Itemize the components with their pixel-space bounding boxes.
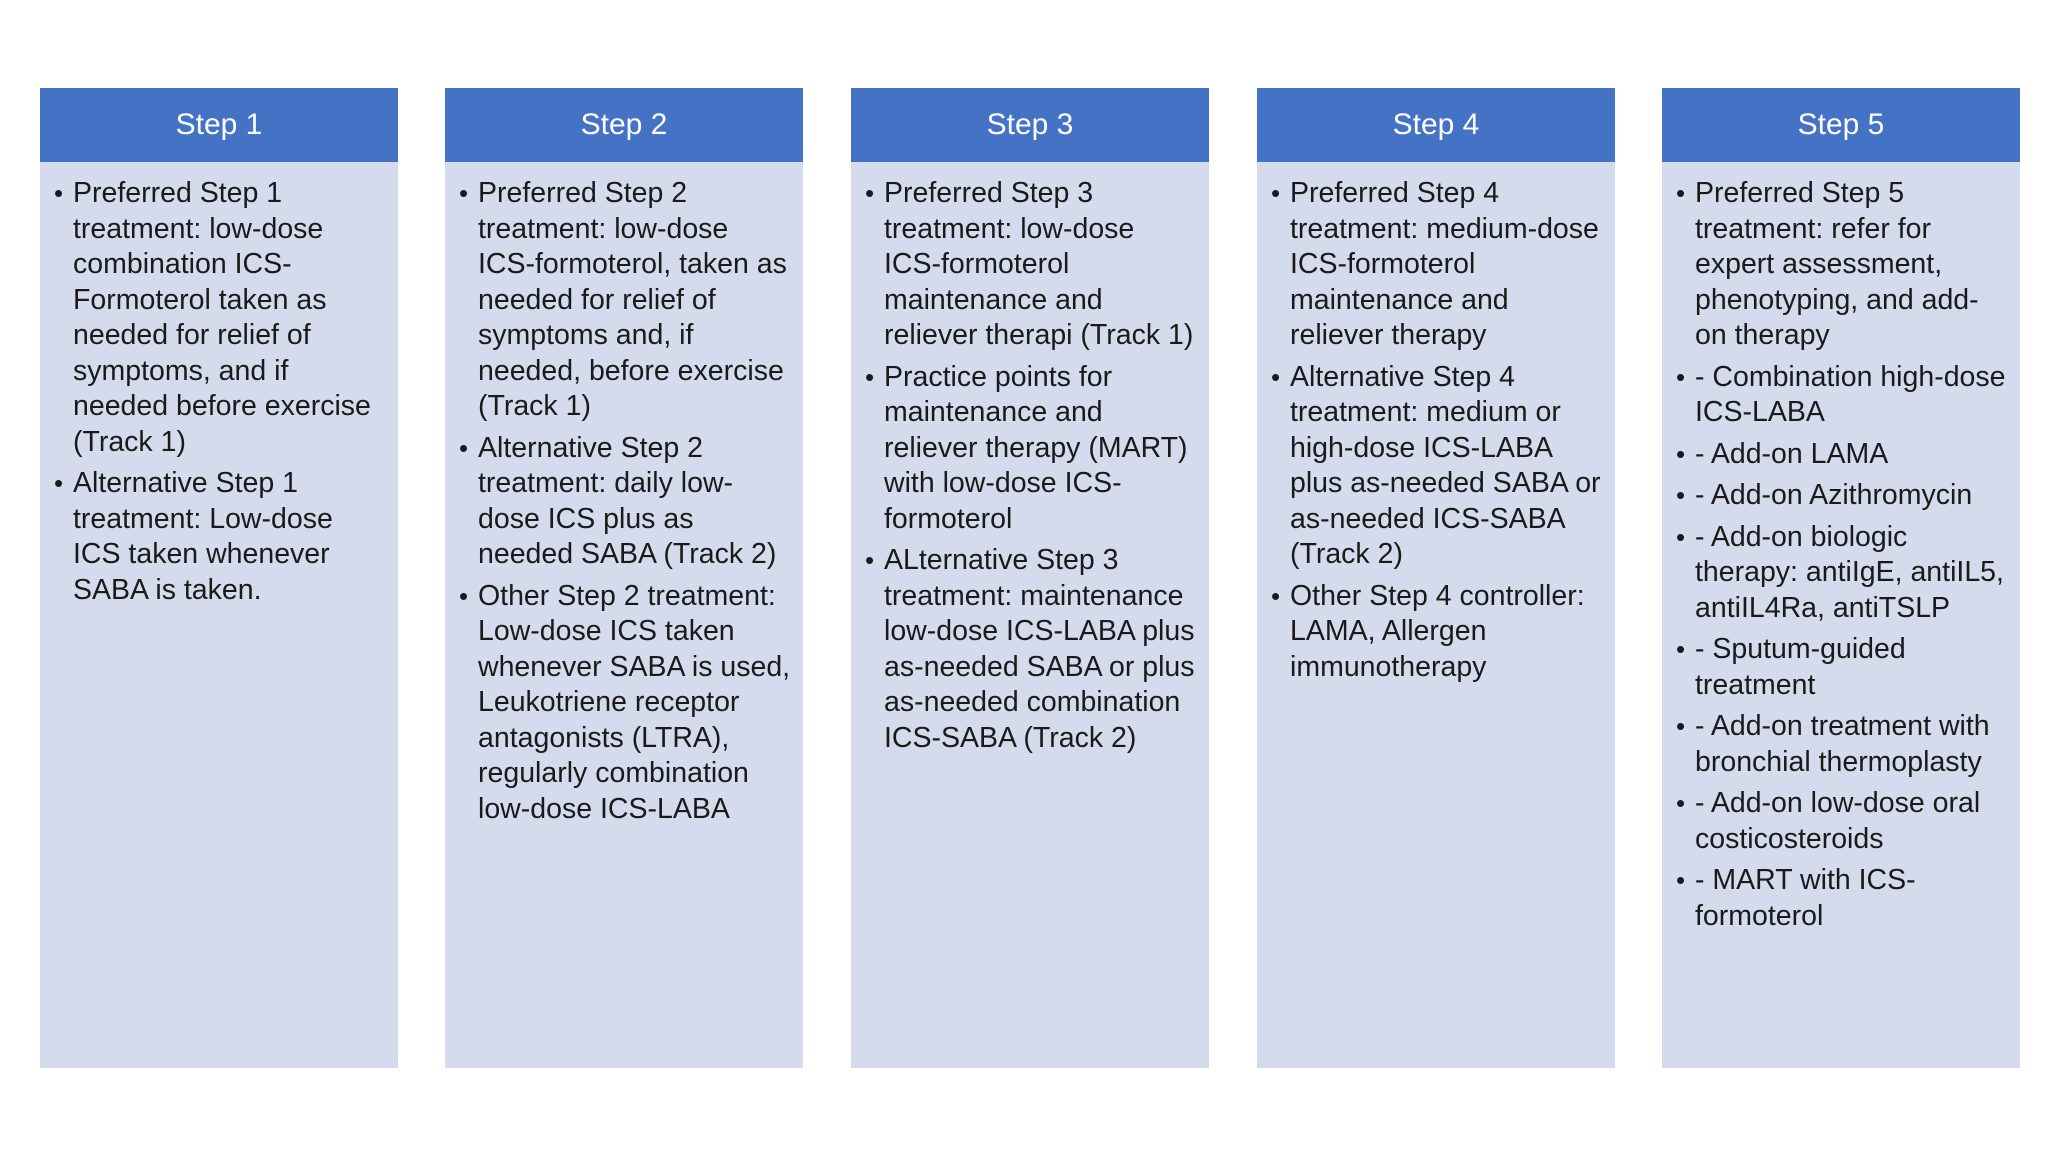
step-2-title: Step 2	[580, 108, 668, 141]
step-1-item	[54, 466, 386, 608]
bullet-icon: •	[1271, 178, 1281, 208]
step-2-header	[445, 88, 803, 162]
step-3-item	[865, 543, 1197, 756]
bullet-icon: •	[1676, 480, 1686, 510]
bullet-icon: •	[1271, 580, 1281, 611]
steps-diagram	[40, 88, 2015, 1068]
step-5-item	[1676, 176, 2008, 354]
step-3-item	[865, 176, 1197, 354]
step-4-header	[1257, 88, 1615, 162]
step-3-item-text: ALternative Step 3 treatment: maintenance low-dose ICS-LABA plus as-needed SABA or plus as-needed combination ICS-SABA (Track 2)	[884, 544, 1195, 754]
step-5-item	[1676, 709, 2008, 780]
step-5-title: Step 5	[1797, 108, 1885, 141]
step-5-item	[1676, 786, 2008, 857]
step-3-header	[851, 88, 1209, 162]
step-5-item	[1676, 863, 2008, 934]
step-1-column	[40, 88, 398, 1068]
step-5-item-text: - Combination high-dose ICS-LABA	[1695, 360, 2006, 428]
bullet-icon: •	[1676, 438, 1686, 469]
step-4-item	[1271, 579, 1603, 686]
bullet-icon: •	[1676, 361, 1686, 392]
step-5-item-text: - Add-on treatment with bronchial thermoplasty	[1695, 710, 1990, 778]
step-4-column	[1257, 88, 1615, 1068]
step-5-item-text: - Add-on Azithromycin	[1695, 479, 1973, 511]
step-5-item	[1676, 360, 2008, 431]
step-2-item-text: Alternative Step 2 treatment: daily low-dose ICS plus as needed SABA (Track 2)	[478, 431, 777, 570]
step-1-body	[40, 162, 398, 608]
bullet-icon: •	[1271, 361, 1281, 392]
step-5-item	[1676, 437, 2008, 473]
step-1-item-text: Alternative Step 1 treatment: Low-dose ICS taken whenever SABA is taken.	[73, 467, 333, 606]
bullet-icon: •	[459, 178, 469, 208]
step-4-item-text: Alternative Step 4 treatment: medium or high-dose ICS-LABA plus as-needed SABA or as-needed ICS-SABA (Track 2)	[1290, 360, 1601, 570]
step-5-item-text: - Sputum-guided treatment	[1695, 633, 1906, 701]
bullet-icon: •	[1676, 865, 1686, 895]
step-3-column	[851, 88, 1209, 1068]
bullet-icon: •	[54, 178, 64, 208]
step-4-title: Step 4	[1392, 108, 1480, 141]
step-3-item-text: Preferred Step 3 treatment: low-dose ICS-formoterol maintenance and reliever therapi (Track 1)	[884, 177, 1194, 351]
step-2-column	[445, 88, 803, 1068]
step-3-item	[865, 360, 1197, 538]
bullet-icon: •	[459, 580, 469, 611]
step-5-column	[1662, 88, 2020, 1068]
step-4-item	[1271, 360, 1603, 573]
step-1-item	[54, 176, 386, 460]
bullet-icon: •	[865, 361, 875, 392]
step-4-item	[1271, 176, 1603, 354]
bullet-icon: •	[1676, 178, 1686, 208]
bullet-icon: •	[54, 468, 64, 498]
bullet-icon: •	[865, 178, 875, 208]
step-4-item-text: Preferred Step 4 treatment: medium-dose ICS-formoterol maintenance and reliever therapy	[1290, 177, 1599, 351]
step-1-item-text: Preferred Step 1 treatment: low-dose combination ICS-Formoterol taken as needed for relief of symptoms, and if needed before exercise (Track 1)	[73, 177, 371, 458]
step-5-item-text: - Add-on LAMA	[1695, 437, 1889, 470]
step-2-item-text: Preferred Step 2 treatment: low-dose ICS-formoterol, taken as needed for relief of symptoms and, if needed, before exercise (Track 1)	[478, 177, 787, 422]
step-2-item	[459, 579, 791, 828]
step-1-header	[40, 88, 398, 162]
step-4-body	[1257, 162, 1615, 685]
step-4-item-text: Other Step 4 controller: LAMA, Allergen immunotherapy	[1290, 579, 1585, 683]
bullet-icon: •	[865, 545, 875, 575]
step-5-item	[1676, 520, 2008, 627]
step-5-item	[1676, 632, 2008, 703]
step-5-header	[1662, 88, 2020, 162]
step-5-item-text: Preferred Step 5 treatment: refer for expert assessment, phenotyping, and add-on therapy	[1695, 177, 1979, 351]
step-3-item-text: Practice points for maintenance and reliever therapy (MART) with low-dose ICS-formoterol	[884, 360, 1188, 535]
step-2-body	[445, 162, 803, 827]
bullet-icon: •	[1676, 788, 1686, 818]
step-5-item-text: - MART with ICS-formoterol	[1695, 864, 1916, 932]
step-2-item	[459, 431, 791, 573]
step-2-item-text: Other Step 2 treatment: Low-dose ICS taken whenever SABA is used, Leukotriene receptor antagonists (LTRA), regularly combination low-dose ICS-LABA	[478, 579, 791, 825]
step-3-title: Step 3	[986, 108, 1074, 141]
bullet-icon: •	[1676, 521, 1686, 552]
bullet-icon: •	[1676, 634, 1686, 664]
step-5-item-text: - Add-on low-dose oral costicosteroids	[1695, 787, 1981, 855]
step-5-item-text: - Add-on biologic therapy: antiIgE, antiIL5, antiIL4Ra, antiTSLP	[1695, 520, 2004, 624]
step-1-title: Step 1	[175, 108, 263, 141]
bullet-icon: •	[1676, 711, 1686, 741]
step-2-item	[459, 176, 791, 425]
step-3-body	[851, 162, 1209, 756]
step-5-body	[1662, 162, 2020, 934]
bullet-icon: •	[459, 432, 469, 463]
step-5-item	[1676, 478, 2008, 514]
